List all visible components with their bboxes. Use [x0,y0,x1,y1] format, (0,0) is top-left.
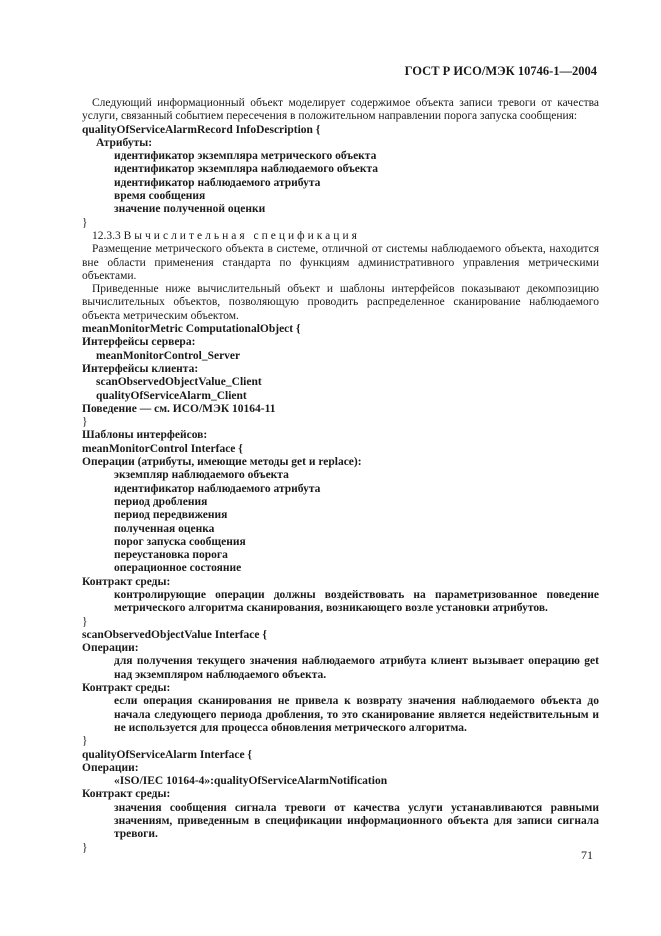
closing-brace: } [82,416,88,429]
computational-object-line: meanMonitorMetric ComputationalObject { [82,323,301,336]
section-paragraph-1: Размещение метрического объекта в системе, отличной от системы наблюдаемого объекта, находится вне области применения стандарта по функциям административного управления метрическими объектами. [82,243,599,282]
templates-heading: Шаблоны интерфейсов: [82,429,208,442]
page-content [82,97,599,855]
section-paragraph-2: Приведенные ниже вычислительный объект и шаблоны интерфейсов показывают декомпозицию вычислительных объектов, позволяющую проводить распределенное сканирование наблюдаемого объекта метрическим объектом. [82,283,599,322]
scan-contract-text: если операция сканирования не привела к возврату значения наблюдаемого объекта до начала следующего периода дробления, то это сканирование является недействительным и не используется для процесса обновления метрического алгоритма. [114,695,599,734]
server-interface-item: meanMonitorControl_Server [96,349,241,362]
alarm-ops-heading: Операции: [82,761,139,774]
alarm-contract-text: значения сообщения сигнала тревоги от качества услуги устанавливаются равными значениям, приведенным в спецификации информационного объекта для записи сигнала тревоги. [114,801,599,841]
behaviour-line: Поведение — см. ИСО/МЭК 10164-11 [82,402,276,415]
standard-header: ГОСТ Р ИСО/МЭК 10746-1—2004 [404,64,597,78]
section-number: 12.3.3 [92,229,121,242]
scan-interface-line: scanObservedObjectValue Interface { [82,628,267,641]
client-interface-item: scanObservedObjectValue_Client [96,376,262,389]
alarm-ops-text: «ISO/IEC 10164-4»:qualityOfServiceAlarmNotification [114,775,388,788]
alarm-contract-heading: Контракт среды: [82,788,171,801]
attribute-item: время сообщения [114,190,206,203]
server-interfaces-heading: Интерфейсы сервера: [82,336,196,349]
attribute-item: идентификатор экземпляра метрического объекта [114,150,377,163]
scan-ops-heading: Операции: [82,642,139,655]
control-op-item: идентификатор наблюдаемого атрибута [114,482,321,495]
control-ops-heading: Операции (атрибуты, имеющие методы get и replace): [82,456,362,469]
closing-brace: } [82,735,88,748]
control-interface-line: meanMonitorControl Interface { [82,442,243,455]
attributes-heading: Атрибуты: [96,136,153,149]
control-op-item: период дробления [114,495,208,508]
scan-ops-text: для получения текущего значения наблюдаемого атрибута клиент вызывает операцию get над экземпляром наблюдаемого объекта. [114,655,599,681]
control-op-item: полученная оценка [114,522,215,535]
info-object-line: qualityOfServiceAlarmRecord InfoDescription { [82,123,321,136]
control-op-item: операционное состояние [114,562,242,575]
closing-brace: } [82,615,88,628]
client-interface-item: qualityOfServiceAlarm_Client [96,389,247,402]
control-op-item: период передвижения [114,509,228,522]
attribute-item: значение полученной оценки [114,203,266,216]
closing-brace: } [82,216,88,229]
control-contract-heading: Контракт среды: [82,575,171,588]
control-op-item: порог запуска сообщения [114,535,246,548]
section-heading [82,230,599,243]
closing-brace: } [82,841,88,854]
attribute-item: идентификатор экземпляра наблюдаемого объекта [114,163,379,176]
attribute-item: идентификатор наблюдаемого атрибута [114,176,321,189]
control-op-item: переустановка порога [114,549,228,562]
scan-contract-heading: Контракт среды: [82,682,171,695]
intro-paragraph: Следующий информационный объект моделирует содержимое объекта записи тревоги от качества услуги, связанный событием пересечения в положительном направлении порога запуска сообщения: [82,97,599,123]
alarm-interface-line: qualityOfServiceAlarm Interface { [82,748,252,761]
page-number: 71 [581,848,593,862]
control-contract-text: контролирующие операции должны воздействовать на параметризованное поведение метрического алгоритма сканирования, возникающего возле установки атрибутов. [114,588,599,615]
client-interfaces-heading: Интерфейсы клиента: [82,362,199,375]
section-title: Вычислительная спецификация [123,229,360,242]
control-op-item: экземпляр наблюдаемого объекта [114,469,289,482]
